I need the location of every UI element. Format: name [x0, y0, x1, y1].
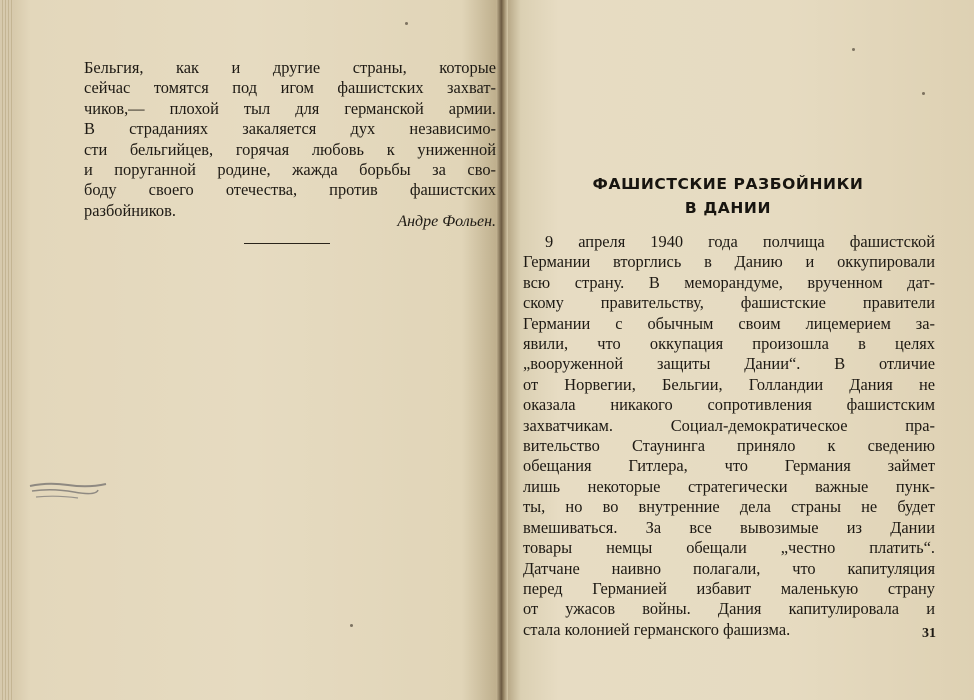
chapter-title [522, 172, 934, 220]
text-line: сти бельгийцев, горячая любовь к униженной [84, 139, 496, 159]
text-line: всю страну. В меморандуме, врученном дат- [523, 272, 935, 292]
text-line: сейчас томятся под игом фашистских захват- [84, 78, 496, 98]
text-line: Бельгия, как и другие страны, которые [84, 58, 496, 77]
text-line: от Норвегии, Бельгии, Голландии Дания не [523, 374, 935, 394]
left-paragraph [84, 58, 496, 221]
text-line: перед Германией избавит маленькую страну [523, 578, 935, 598]
paper-speck [405, 22, 408, 25]
faded-stamp-mark [28, 478, 108, 502]
text-line: лишь некоторые стратегически важные пунк- [523, 476, 935, 496]
chapter-title-line: В ДАНИИ [684, 199, 772, 217]
text-line: В страданиях закаляется дух независимо- [84, 119, 496, 139]
text-line: оказала никакого сопротивления фашистским [523, 395, 935, 415]
book-gutter [496, 0, 508, 700]
text-line: Германии с обычным своим лицемерием за- [523, 313, 935, 333]
text-line: и поруганной родине, жажда борьбы за сво- [84, 160, 496, 180]
author-signature: Андре Фольен. [397, 213, 496, 230]
section-divider [244, 243, 330, 244]
text-line: обещания Гитлера, что Германия займет [523, 456, 935, 476]
text-line: вмешиваться. За все вывозимые из Дании [523, 517, 935, 537]
text-line: захватчикам. Социал-демократическое пра- [523, 415, 935, 435]
text-line: разбойников. [84, 200, 176, 220]
text-line: Датчане наивно полагали, что капитуляция [523, 558, 935, 578]
paper-speck [350, 624, 353, 627]
chapter-title-line: ФАШИСТСКИЕ РАЗБОЙНИКИ [592, 175, 864, 193]
text-line: товары немцы обещали „честно платить“. [523, 538, 935, 558]
text-line: ты, но во внутренние дела страны не будет [523, 497, 935, 517]
text-line: „вооруженной защиты Дании“. В отличие [523, 354, 935, 374]
right-paragraph [523, 232, 935, 640]
text-line: чиков,— плохой тыл для германской армии. [84, 98, 496, 118]
paper-speck [922, 92, 925, 95]
text-line: скому правительству, фашистские правители [523, 293, 935, 313]
text-line: вительство Стаунинга приняло к сведению [523, 436, 935, 456]
text-line: стала колонией германского фашизма. [523, 619, 791, 639]
page-number: 31 [922, 626, 936, 641]
text-line: явили, что оккупация произошла в целях [523, 334, 935, 354]
text-line: Германии вторглись в Данию и оккупировали [523, 252, 935, 272]
page-edges [0, 0, 14, 700]
paper-speck [852, 48, 855, 51]
text-line: боду своего отечества, против фашистских [84, 180, 496, 200]
text-line: от ужасов войны. Дания капитулировала и [523, 599, 935, 619]
text-line: 9 апреля 1940 года полчища фашистской [545, 232, 935, 251]
